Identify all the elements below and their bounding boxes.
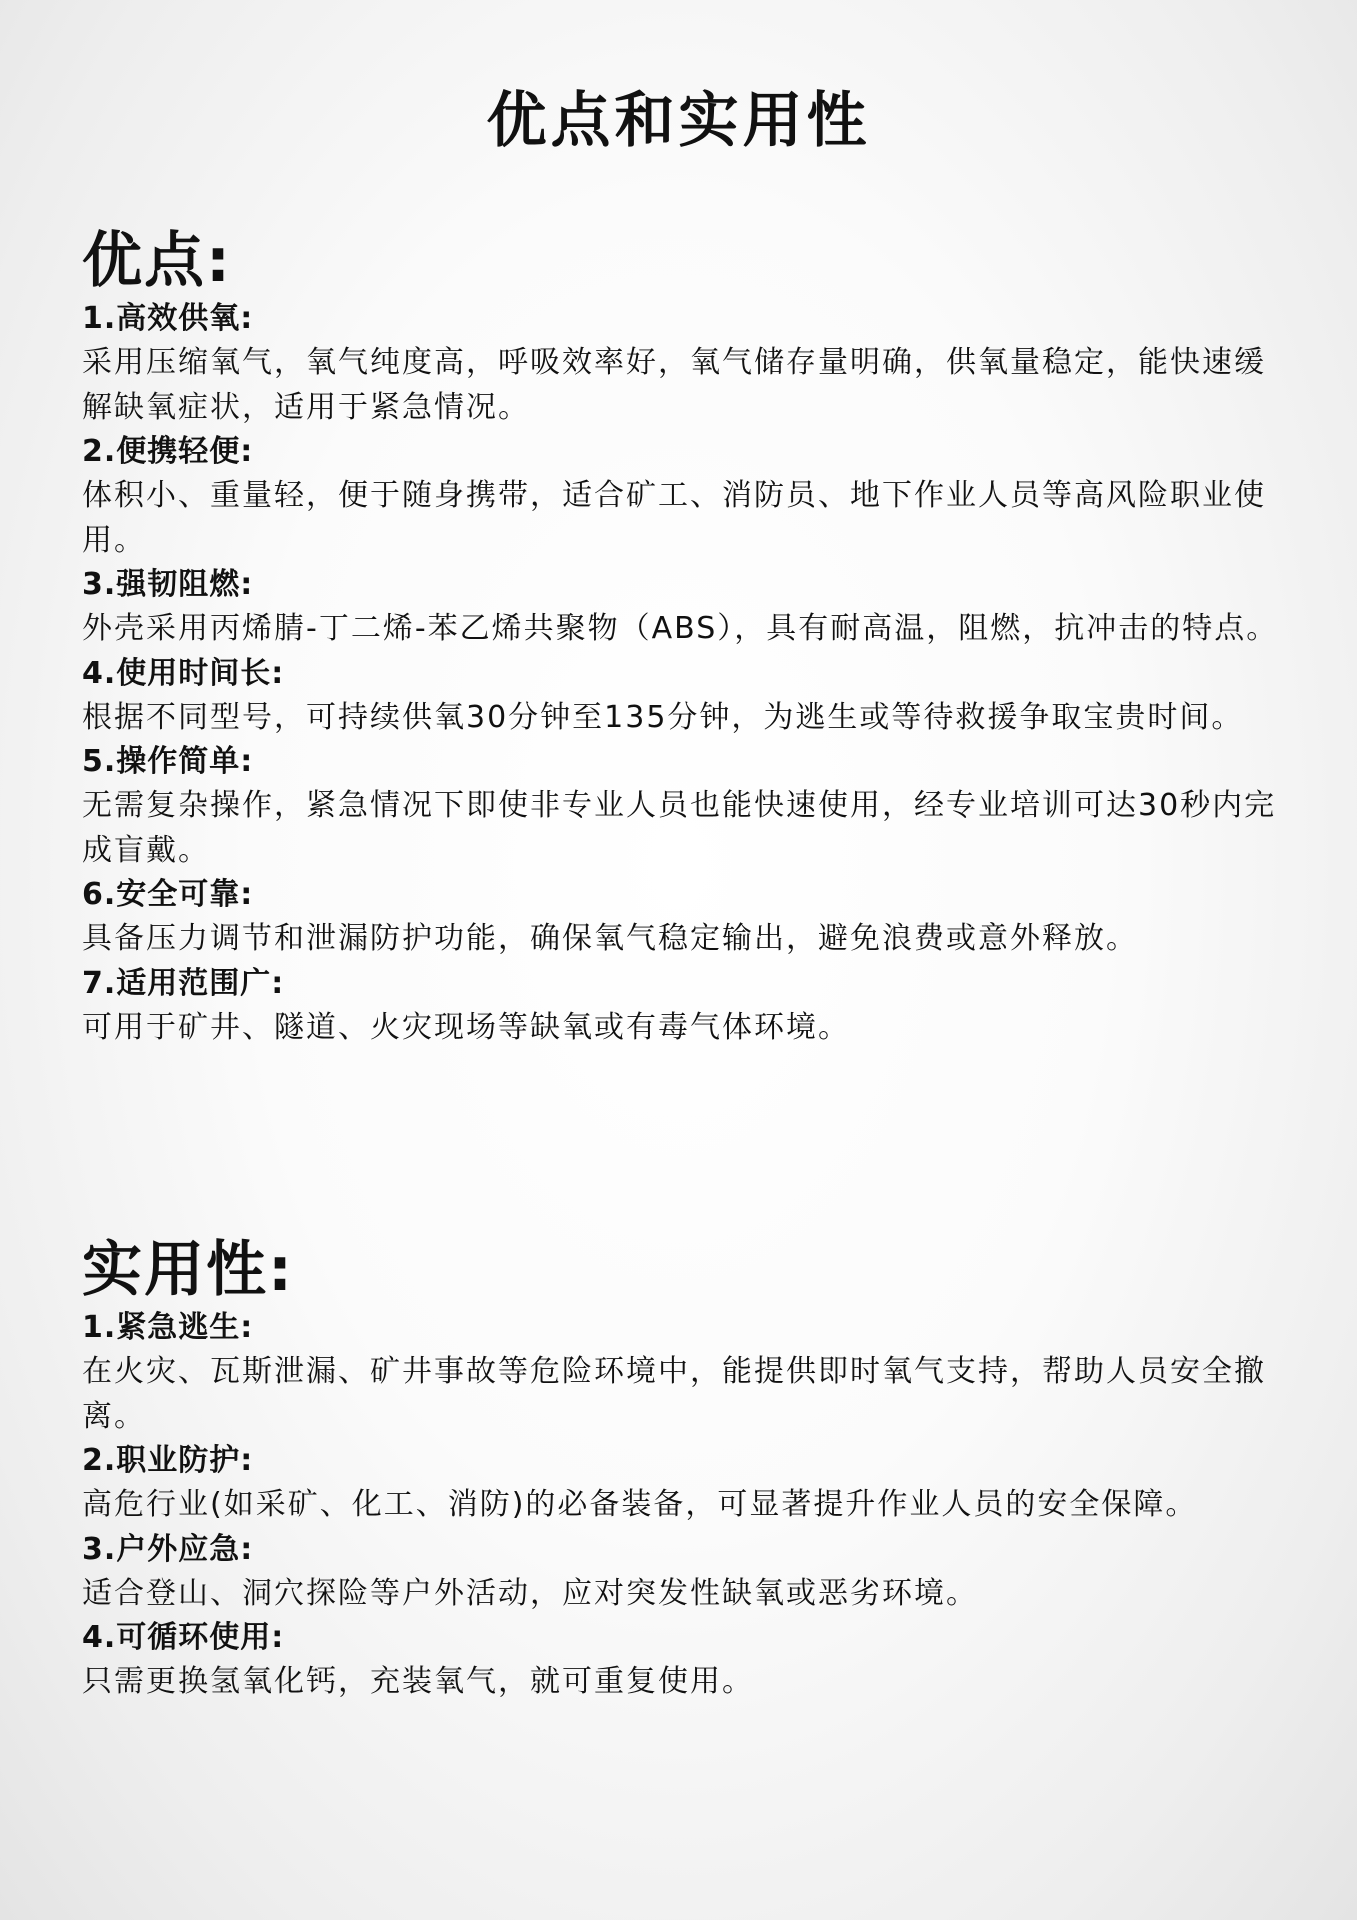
advantage-item-body: 根据不同型号，可持续供氧30分钟至135分钟，为逃生或等待救援争取宝贵时间。 — [82, 699, 1244, 735]
advantage-item-body: 外壳采用丙烯腈-丁二烯-苯乙烯共聚物（ABS），具有耐高温，阻燃，抗冲击的特点。 — [82, 611, 1279, 646]
advantage-item-heading: 2.便携轻便: — [82, 434, 254, 469]
advantage-item-body: 可用于矿井、隧道、火灾现场等缺氧或有毒气体环境。 — [82, 1009, 850, 1045]
advantage-item — [82, 962, 1282, 1051]
practicality-heading: 实用性: — [82, 1235, 294, 1305]
practicality-item-body: 在火灾、瓦斯泄漏、矿井事故等危险环境中，能提供即时氧气支持，帮助人员安全撤离。 — [82, 1354, 1266, 1434]
advantage-item-heading: 6.安全可靠: — [82, 877, 254, 912]
advantages-heading: 优点: — [82, 226, 232, 296]
advantage-item-heading: 5.操作简单: — [82, 744, 254, 779]
advantages-section — [82, 226, 1282, 1050]
advantage-item-body: 无需复杂操作，紧急情况下即使非专业人员也能快速使用，经专业培训可达30秒内完成盲戴。 — [82, 788, 1277, 868]
advantage-item-body: 具备压力调节和泄漏防护功能，确保氧气稳定输出，避免浪费或意外释放。 — [82, 921, 1138, 956]
practicality-item-heading: 2.职业防护: — [82, 1443, 254, 1478]
advantage-item — [82, 873, 1282, 962]
advantage-item-heading: 1.高效供氧: — [82, 301, 254, 336]
advantage-item-heading: 3.强韧阻燃: — [82, 567, 254, 602]
advantage-item — [82, 563, 1282, 652]
page-title: 优点和实用性 — [486, 86, 871, 156]
advantage-item — [82, 430, 1282, 563]
practicality-item — [82, 1616, 1282, 1705]
practicality-item — [82, 1439, 1282, 1528]
practicality-item-heading: 3.户外应急: — [82, 1531, 254, 1567]
advantage-item-heading: 4.使用时间长: — [82, 655, 285, 691]
practicality-item — [82, 1306, 1282, 1439]
advantage-item-body: 体积小、重量轻，便于随身携带，适合矿工、消防员、地下作业人员等高风险职业使用。 — [82, 478, 1266, 558]
practicality-item-heading: 4.可循环使用: — [82, 1620, 285, 1655]
advantage-item-heading: 7.适用范围广: — [82, 965, 285, 1001]
practicality-item-body: 高危行业(如采矿、化工、消防)的必备装备，可显著提升作业人员的安全保障。 — [82, 1487, 1198, 1522]
practicality-item-body: 只需更换氢氧化钙，充装氧气，就可重复使用。 — [82, 1664, 754, 1699]
practicality-item — [82, 1528, 1282, 1617]
advantage-item-body: 采用压缩氧气，氧气纯度高，呼吸效率好，氧气储存量明确，供氧量稳定，能快速缓解缺氧症状，适用于紧急情况。 — [82, 345, 1266, 425]
advantage-item — [82, 652, 1282, 741]
practicality-section — [82, 1235, 1282, 1705]
practicality-item-body: 适合登山、洞穴探险等户外活动，应对突发性缺氧或恶劣环境。 — [82, 1575, 978, 1611]
advantage-item — [82, 297, 1282, 430]
practicality-item-heading: 1.紧急逃生: — [82, 1310, 254, 1345]
advantage-item — [82, 740, 1282, 873]
